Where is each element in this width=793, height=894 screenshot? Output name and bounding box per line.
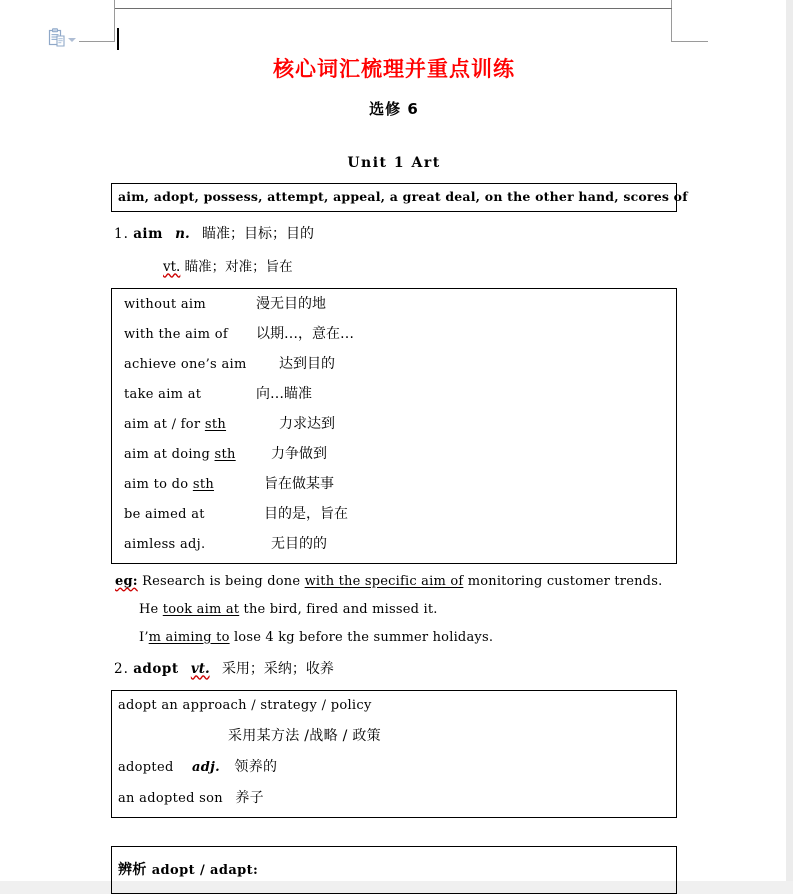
document-body <box>111 0 688 894</box>
entry-pos: vt. <box>190 660 210 677</box>
keyword-box <box>111 183 688 212</box>
phrase-zh: 以期…，意在… <box>256 325 354 342</box>
adopt-zh: 领养的 <box>234 758 278 775</box>
phrase-zh: 漫无目的地 <box>256 295 326 312</box>
adopt-pos: adj. <box>192 759 220 775</box>
phrase-en-spellcheck: sth <box>214 446 236 462</box>
aim-examples <box>111 574 677 645</box>
paste-options-icon <box>48 28 65 52</box>
example-lead: eg: <box>115 573 138 589</box>
phrase-en-text: aim at doing <box>124 446 215 462</box>
adopt-zh: 养子 <box>235 789 264 806</box>
example-post: the bird, fired and missed it. <box>239 601 438 617</box>
compare-text: adopt / adapt: <box>146 862 259 878</box>
phrase-en <box>124 448 271 461</box>
phrase-en-text: aimless adj. <box>124 536 206 552</box>
adopt-phrase-box <box>111 690 677 818</box>
example-underlined: took aim at <box>162 601 240 617</box>
adopt-line-collocation-zh: 采用某方法 /战略 / 政策 <box>228 727 381 744</box>
entry-sub-meaning: 瞄准；对准；旨在 <box>184 258 293 275</box>
example-underlined: with the specific aim of <box>304 573 464 589</box>
example-post: monitoring customer trends. <box>463 573 663 589</box>
compare-heading <box>118 863 671 877</box>
entry-pos: n. <box>175 225 190 242</box>
phrase-row <box>124 387 671 401</box>
phrase-en-spellcheck: sth <box>192 476 215 492</box>
entry-heading-aim <box>111 223 677 243</box>
phrase-row <box>124 327 671 341</box>
example-line <box>111 630 677 645</box>
chevron-down-icon[interactable] <box>68 38 76 42</box>
entry-number: 1. <box>114 225 129 242</box>
phrase-zh: 目的是，旨在 <box>264 505 348 522</box>
phrase-row <box>124 297 671 311</box>
example-line <box>111 574 677 589</box>
phrase-en: with the aim of <box>124 326 228 342</box>
phrase-row <box>124 507 671 521</box>
phrase-row <box>124 357 671 371</box>
entry-sub-pos: vt. <box>163 258 181 275</box>
adopt-line-noun <box>118 791 671 805</box>
example-line <box>111 602 677 617</box>
page-title: 核心词汇梳理并重点训练 <box>273 57 515 81</box>
phrase-row <box>124 447 671 461</box>
entry-word: aim <box>133 225 163 242</box>
example-post: lose 4 kg before the summer holidays. <box>229 629 494 645</box>
compare-box <box>111 846 677 894</box>
phrase-zh: 无目的的 <box>271 535 327 552</box>
phrase-zh: 力争做到 <box>271 445 327 462</box>
example-pre: He <box>139 601 163 617</box>
example-underlined: m aiming to <box>148 629 230 645</box>
phrase-en: achieve one’s aim <box>124 356 247 372</box>
adopt-en: an adopted son <box>118 790 223 806</box>
entry-number: 2. <box>114 660 129 677</box>
phrase-row <box>124 537 671 551</box>
adopt-line-collocation: adopt an approach / strategy / policy <box>118 697 372 713</box>
phrase-en-spellcheck: sth <box>204 416 227 432</box>
phrase-zh: 力求达到 <box>279 415 335 432</box>
phrase-zh: 达到目的 <box>279 355 335 372</box>
entry-meaning: 采用；采纳；收养 <box>221 660 334 677</box>
adopt-en: adopted <box>118 759 174 775</box>
phrase-row <box>124 477 671 491</box>
page-subtitle: 选修 6 <box>369 100 419 119</box>
page-right-edge <box>786 0 793 881</box>
phrase-zh: 旨在做某事 <box>264 475 334 492</box>
paste-options-button[interactable] <box>48 28 76 52</box>
phrase-en-text: aim at / for <box>124 416 205 432</box>
entry-meaning: 瞄准；目标；目的 <box>201 225 314 242</box>
keyword-list: aim, adopt, possess, attempt, appeal, a great deal, on the other hand, scores of <box>118 189 688 205</box>
example-pre: I’ <box>139 629 149 645</box>
entry-subline-aim <box>111 255 677 275</box>
entry-heading-adopt <box>111 658 677 678</box>
phrase-en: without aim <box>124 296 206 312</box>
compare-label: 辨析 <box>118 861 147 878</box>
phrase-en <box>124 478 264 491</box>
phrase-zh: 向…瞄准 <box>256 385 312 402</box>
phrase-en: be aimed at <box>124 506 205 522</box>
example-pre: Research is being done <box>137 573 305 589</box>
aim-phrase-box <box>111 288 677 564</box>
phrase-row <box>124 417 671 431</box>
phrase-en <box>124 538 271 551</box>
adopt-line-adjective <box>118 760 671 774</box>
phrase-en <box>124 418 279 431</box>
phrase-en-text: aim to do <box>124 476 193 492</box>
unit-heading: Unit 1 Art <box>347 155 441 172</box>
phrase-en: take aim at <box>124 386 202 402</box>
margin-mark-top-left-horizontal <box>79 41 115 42</box>
entry-word: adopt <box>133 660 179 677</box>
